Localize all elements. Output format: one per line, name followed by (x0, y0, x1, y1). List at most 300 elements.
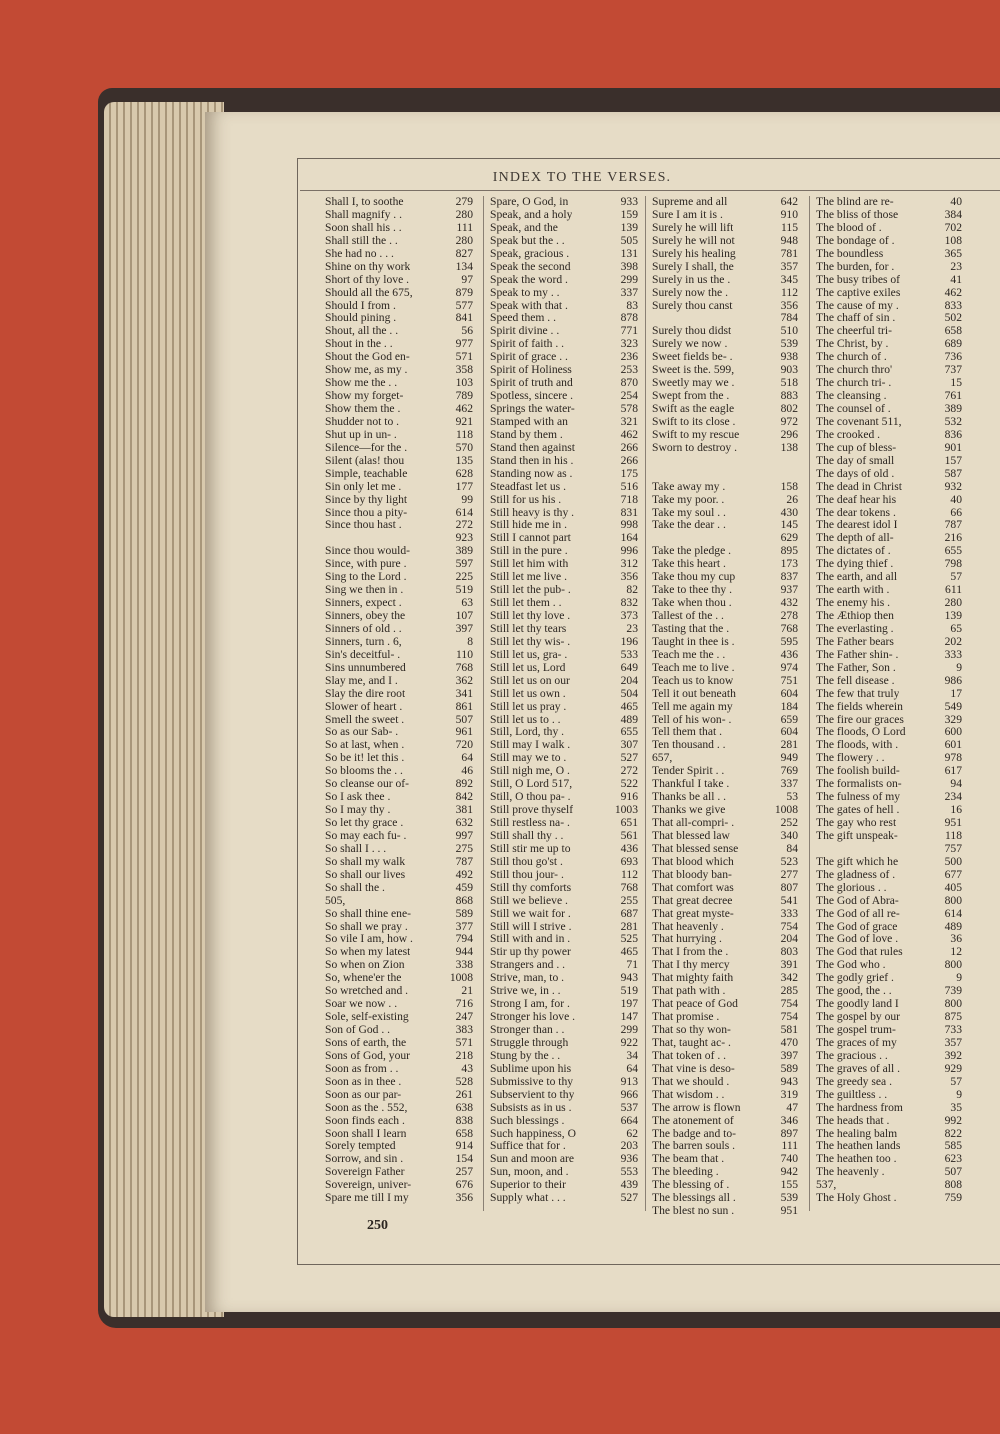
entry-hymn-number: 16 (950, 803, 962, 817)
index-entry (652, 610, 798, 623)
entry-hymn-number: 803 (780, 945, 798, 959)
entry-hymn-number: 910 (780, 207, 798, 221)
entry-hymn-number: 373 (620, 609, 638, 622)
entry-hymn-number: 702 (944, 220, 962, 234)
index-entry (652, 429, 798, 442)
entry-text: Slay me, and I . (325, 674, 398, 687)
index-column-1 (325, 196, 473, 1205)
index-entry (816, 1102, 962, 1115)
index-entry (325, 429, 473, 442)
entry-text: The cleansing . (816, 390, 887, 403)
entry-text: Sweet fields be- . (652, 351, 733, 364)
entry-text: Sin only let me . (325, 480, 402, 493)
entry-text: Shall still the . . (325, 234, 398, 247)
entry-hymn-number: 693 (620, 854, 638, 868)
index-entry (816, 338, 962, 351)
entry-text: That great myste- (652, 907, 734, 920)
index-entry (490, 998, 638, 1011)
entry-hymn-number: 614 (944, 906, 962, 920)
entry-hymn-number: 112 (781, 285, 798, 299)
entry-text: Sworn to destroy . (652, 441, 738, 454)
index-entry (325, 571, 473, 584)
entry-text: Speak the word . (490, 273, 568, 286)
entry-hymn-number: 253 (620, 363, 638, 377)
entry-hymn-number: 914 (455, 1139, 473, 1153)
entry-text: The deaf hear his (816, 493, 897, 506)
entry-text: Short of thy love . (325, 273, 410, 286)
index-entry (490, 752, 638, 765)
entry-hymn-number: 658 (944, 324, 962, 338)
index-entry (652, 1153, 798, 1166)
entry-hymn-number: 470 (780, 1035, 798, 1049)
entry-text: Still may I walk . (490, 739, 571, 752)
entry-hymn-number: 155 (780, 1178, 798, 1192)
index-entry (490, 1115, 638, 1128)
index-entry (652, 623, 798, 636)
entry-text: The barren souls . (652, 1140, 736, 1153)
entry-text: That peace of God (652, 998, 738, 1011)
entry-text: So may each fu- . (325, 829, 407, 842)
entry-hymn-number: 84 (786, 841, 798, 855)
index-entry (652, 998, 798, 1011)
index-entry (652, 1179, 798, 1192)
entry-text: The counsel of . (816, 403, 891, 415)
index-entry (652, 1140, 798, 1153)
index-entry (325, 507, 473, 520)
entry-text: The healing balm (816, 1127, 898, 1140)
index-entry (816, 494, 962, 507)
index-entry (325, 856, 473, 869)
entry-text: Take away my . (652, 480, 726, 493)
entry-hymn-number: 528 (455, 1074, 473, 1088)
index-entry (490, 571, 638, 584)
entry-text: Surely now the . (652, 286, 728, 299)
entry-text: Still heavy is thy . (490, 506, 575, 519)
index-entry (652, 946, 798, 959)
index-entry (816, 507, 962, 520)
entry-text: Still with and in . (490, 933, 571, 946)
entry-text: Sweet is the. 599, (652, 364, 735, 377)
entry-hymn-number: 358 (455, 363, 473, 377)
index-entry (325, 545, 473, 558)
entry-text: Should pining . (325, 312, 397, 325)
entry-text: So blooms the . . (325, 765, 403, 778)
entry-hymn-number: 510 (780, 324, 798, 338)
entry-hymn-number: 571 (455, 1035, 473, 1049)
page-header: INDEX TO THE VERSES. (492, 170, 672, 185)
entry-text: Spirit divine . . (490, 325, 560, 338)
index-entry (652, 1115, 798, 1128)
entry-hymn-number: 94 (950, 777, 962, 791)
index-entry (325, 584, 473, 597)
index-entry (490, 946, 638, 959)
entry-text: The fire our graces (816, 713, 904, 726)
entry-text: The atonement of (652, 1114, 734, 1127)
entry-text: Suffice that for . (490, 1140, 566, 1153)
entry-text: Speak to my . . (490, 286, 560, 299)
index-entry (652, 752, 798, 765)
index-entry (652, 701, 798, 714)
index-entry (652, 390, 798, 403)
index-entry (652, 1205, 798, 1218)
index-entry (652, 675, 798, 688)
index-entry (816, 726, 962, 739)
entry-hymn-number: 57 (950, 570, 962, 584)
entry-text: 505, (325, 894, 346, 907)
entry-text: Soar we now . . (325, 998, 398, 1011)
entry-text: The heads that . (816, 1114, 890, 1127)
index-entry (816, 830, 962, 843)
entry-hymn-number: 577 (455, 298, 473, 312)
index-entry (652, 468, 798, 481)
entry-hymn-number: 312 (620, 557, 638, 571)
entry-text: The cup of bless- (816, 441, 897, 454)
entry-text: Spirit of truth and (490, 377, 573, 390)
entry-text: Spirit of Holiness (490, 364, 572, 377)
entry-hymn-number: 392 (944, 1048, 962, 1062)
entry-text: Steadfast let us . (490, 480, 566, 493)
index-entry (816, 1024, 962, 1037)
entry-hymn-number: 159 (620, 207, 638, 221)
index-entry (490, 623, 638, 636)
entry-text: That comfort was (652, 881, 734, 894)
entry-text: The heathen lands (816, 1140, 901, 1153)
entry-text: Still for us his . (490, 493, 562, 506)
index-entry (652, 739, 798, 752)
entry-hymn-number: 118 (945, 828, 962, 842)
entry-hymn-number: 40 (950, 195, 962, 208)
entry-hymn-number: 462 (620, 427, 638, 441)
entry-text: Supreme and all (652, 196, 728, 208)
index-entry (490, 1037, 638, 1050)
index-entry (490, 274, 638, 287)
index-entry (652, 972, 798, 985)
index-entry (490, 882, 638, 895)
entry-text: Still, Lord, thy . (490, 726, 565, 739)
entry-text: Still let me live . (490, 571, 567, 584)
entry-text: The church thro' (816, 364, 893, 377)
entry-hymn-number: 173 (780, 557, 798, 571)
entry-hymn-number: 138 (780, 440, 798, 454)
entry-hymn-number: 505 (620, 233, 638, 247)
entry-text: The dying thief . (816, 558, 894, 571)
entry-text: Still will I strive . (490, 920, 572, 933)
entry-text: Take the pledge . (652, 545, 732, 558)
index-entry (652, 882, 798, 895)
entry-text: The fields wherein (816, 700, 903, 713)
index-entry (652, 377, 798, 390)
entry-hymn-number: 768 (455, 660, 473, 674)
header-rule (300, 190, 1000, 191)
index-entry (652, 817, 798, 830)
entry-hymn-number: 83 (626, 298, 638, 312)
entry-text: Tallest of the . . (652, 610, 724, 622)
index-entry (325, 494, 473, 507)
entry-hymn-number: 623 (944, 1152, 962, 1166)
entry-hymn-number: 154 (455, 1152, 473, 1166)
entry-text: Silent (alas! thou (325, 454, 405, 467)
entry-hymn-number: 462 (944, 285, 962, 299)
entry-hymn-number: 658 (455, 1126, 473, 1140)
index-entry (325, 636, 473, 649)
index-entry (490, 908, 638, 921)
entry-hymn-number: 808 (944, 1178, 962, 1192)
entry-hymn-number: 892 (455, 777, 473, 791)
index-entry (816, 623, 962, 636)
entry-hymn-number: 516 (620, 479, 638, 493)
entry-text: Strive we, in . . (490, 985, 561, 998)
entry-hymn-number: 111 (781, 1139, 798, 1153)
entry-hymn-number: 736 (944, 350, 962, 364)
index-entry (325, 377, 473, 390)
index-entry (652, 403, 798, 416)
entry-hymn-number: 432 (780, 596, 798, 610)
entry-text: The dearest idol I (816, 519, 898, 532)
entry-hymn-number: 40 (950, 492, 962, 506)
index-entry (652, 688, 798, 701)
entry-hymn-number: 337 (780, 777, 798, 791)
entry-text: The captive exiles (816, 286, 901, 299)
entry-hymn-number: 589 (455, 906, 473, 920)
index-entry (816, 817, 962, 830)
entry-text: Surely thou didst (652, 325, 732, 338)
index-entry (490, 1063, 638, 1076)
index-entry (652, 726, 798, 739)
index-entry (652, 636, 798, 649)
entry-hymn-number: 147 (620, 1010, 638, 1024)
entry-hymn-number: 632 (455, 816, 473, 829)
entry-hymn-number: 617 (944, 764, 962, 778)
entry-text: Stamped with an (490, 415, 568, 428)
index-entry (490, 532, 638, 545)
index-entry (652, 869, 798, 882)
entry-text: Take my poor. . (652, 493, 725, 506)
index-entry (816, 455, 962, 468)
index-entry (816, 222, 962, 235)
entry-text: The covenant 511, (816, 415, 902, 428)
entry-hymn-number: 296 (780, 427, 798, 441)
index-entry (325, 351, 473, 364)
entry-text: The graves of all . (816, 1062, 901, 1075)
index-entry (816, 403, 962, 416)
entry-text: Spotless, sincere . (490, 390, 574, 403)
entry-hymn-number: 537 (620, 1100, 638, 1114)
index-entry (490, 1179, 638, 1192)
index-entry (816, 196, 962, 209)
index-entry (490, 235, 638, 248)
entry-text: Surely his healing (652, 247, 736, 260)
entry-hymn-number: 961 (455, 725, 473, 739)
entry-hymn-number: 63 (461, 596, 473, 610)
index-entry (490, 468, 638, 481)
entry-text: The crooked . (816, 428, 881, 441)
entry-hymn-number: 281 (620, 919, 638, 933)
index-entry (325, 1179, 473, 1192)
entry-text: Smell the sweet . (325, 713, 405, 726)
index-entry (816, 869, 962, 882)
index-entry (325, 739, 473, 752)
entry-text: Silence—for the . (325, 441, 408, 454)
index-entry (325, 804, 473, 817)
entry-hymn-number: 319 (780, 1087, 798, 1101)
entry-text: Soon shall I learn (325, 1127, 407, 1140)
index-entry (816, 739, 962, 752)
entry-hymn-number: 436 (780, 647, 798, 661)
index-column-3 (652, 196, 798, 1218)
entry-text: The day of small (816, 454, 895, 467)
entry-hymn-number: 757 (944, 841, 962, 855)
entry-hymn-number: 878 (620, 311, 638, 325)
index-entry (325, 921, 473, 934)
entry-text: Soon as in thee . (325, 1075, 402, 1088)
entry-text: Sovereign, univer- (325, 1179, 412, 1192)
entry-hymn-number: 841 (455, 311, 473, 325)
index-entry (490, 869, 638, 882)
entry-text: The blessing of . (652, 1179, 730, 1192)
entry-text: So shall my walk (325, 855, 406, 868)
index-entry (325, 675, 473, 688)
index-entry (816, 429, 962, 442)
index-entry (325, 416, 473, 429)
entry-text: So at last, when . (325, 739, 405, 752)
entry-hymn-number: 356 (780, 298, 798, 312)
entry-text: Sinners of old . . (325, 622, 402, 635)
entry-text: Sin's deceitful- . (325, 648, 401, 661)
entry-hymn-number: 15 (950, 376, 962, 390)
index-entry (816, 287, 962, 300)
entry-hymn-number: 53 (786, 790, 798, 804)
entry-hymn-number: 875 (944, 1010, 962, 1024)
entry-hymn-number: 611 (945, 583, 962, 597)
entry-text: The Holy Ghost . (816, 1192, 897, 1205)
entry-text: That heavenly . (652, 920, 724, 933)
index-entry (490, 209, 638, 222)
index-entry (816, 1166, 962, 1179)
entry-text: Sinners, expect . (325, 597, 402, 610)
index-entry (816, 856, 962, 869)
entry-hymn-number: 754 (780, 997, 798, 1011)
entry-text: Since by thy light (325, 493, 408, 506)
index-entry (490, 959, 638, 972)
index-entry (325, 726, 473, 739)
entry-hymn-number: 398 (620, 259, 638, 273)
entry-text: The heavenly . (816, 1166, 885, 1179)
entry-text: Still prove thyself (490, 804, 574, 817)
entry-hymn-number: 689 (944, 337, 962, 351)
entry-text: Strong I am, for . (490, 998, 570, 1011)
index-entry (816, 312, 962, 325)
entry-text: Take the dear . . (652, 519, 726, 532)
index-entry (325, 312, 473, 325)
entry-text: Tell me again my (652, 700, 733, 713)
index-entry (490, 403, 638, 416)
entry-hymn-number: 115 (781, 220, 798, 234)
entry-text: The gladness of . (816, 868, 896, 881)
index-entry (816, 610, 962, 623)
entry-text: Take when thou . (652, 597, 732, 610)
index-entry (325, 390, 473, 403)
entry-text: Taught in thee is . (652, 635, 735, 648)
page-number: 250 (367, 1218, 388, 1233)
entry-text: Should all the 675, (325, 286, 413, 299)
entry-hymn-number: 768 (780, 621, 798, 635)
entry-text: That blood which (652, 855, 734, 868)
entry-hymn-number: 578 (620, 402, 638, 415)
index-entry (490, 597, 638, 610)
entry-hymn-number: 527 (620, 751, 638, 765)
index-entry (816, 998, 962, 1011)
index-entry (490, 507, 638, 520)
entry-text: The blind are re- (816, 196, 894, 208)
entry-hymn-number: 949 (780, 751, 798, 765)
entry-hymn-number: 252 (780, 816, 798, 829)
entry-text: Soon finds each . (325, 1114, 405, 1127)
entry-text: Tender Spirit . . (652, 765, 725, 778)
entry-hymn-number: 977 (455, 337, 473, 351)
index-entry (325, 532, 473, 545)
entry-text: Tell of his won- . (652, 713, 732, 726)
entry-text: The God that rules (816, 946, 903, 959)
entry-text: Show me the . . (325, 377, 398, 390)
index-entry (490, 222, 638, 235)
entry-text: Swift as the eagle (652, 403, 735, 415)
entry-hymn-number: 362 (455, 673, 473, 687)
entry-text: Teach us to know (652, 674, 734, 687)
index-entry (652, 351, 798, 364)
entry-text: Stronger than . . (490, 1024, 565, 1036)
entry-hymn-number: 642 (780, 195, 798, 208)
entry-hymn-number: 944 (455, 945, 473, 959)
entry-hymn-number: 951 (944, 816, 962, 829)
index-entry (490, 933, 638, 946)
index-entry (816, 921, 962, 934)
entry-text: That blessed sense (652, 842, 739, 855)
entry-text: Ten thousand . . (652, 739, 726, 752)
index-entry (490, 377, 638, 390)
entry-text: Struggle through (490, 1036, 569, 1049)
index-entry (816, 1153, 962, 1166)
entry-text: Swift to its close . (652, 415, 736, 428)
entry-hymn-number: 655 (620, 725, 638, 739)
entry-text: Still thy comforts (490, 881, 572, 894)
entry-text: The godly grief . (816, 972, 894, 985)
entry-hymn-number: 998 (620, 518, 638, 532)
entry-text: Such blessings . (490, 1114, 565, 1127)
entry-hymn-number: 465 (620, 945, 638, 959)
index-entry (652, 507, 798, 520)
index-entry (325, 1153, 473, 1166)
entry-hymn-number: 870 (620, 376, 638, 390)
entry-text: The busy tribes of (816, 273, 901, 286)
index-entry (325, 830, 473, 843)
entry-text: Such happiness, O (490, 1127, 576, 1140)
index-entry (325, 869, 473, 882)
entry-text: The beam that . (652, 1153, 725, 1166)
entry-hymn-number: 800 (944, 958, 962, 972)
index-entry (652, 300, 798, 313)
index-entry (816, 1179, 962, 1192)
entry-text: Surely I shall, the (652, 260, 734, 273)
entry-text: 537, (816, 1179, 837, 1192)
entry-text: Still in the pure . (490, 545, 568, 558)
entry-hymn-number: 307 (620, 738, 638, 752)
index-entry (325, 623, 473, 636)
entry-hymn-number: 802 (780, 402, 798, 415)
index-entry (325, 519, 473, 532)
entry-text: Sweetly may we . (652, 377, 735, 390)
entry-hymn-number: 41 (950, 272, 962, 286)
index-entry (490, 1192, 638, 1205)
